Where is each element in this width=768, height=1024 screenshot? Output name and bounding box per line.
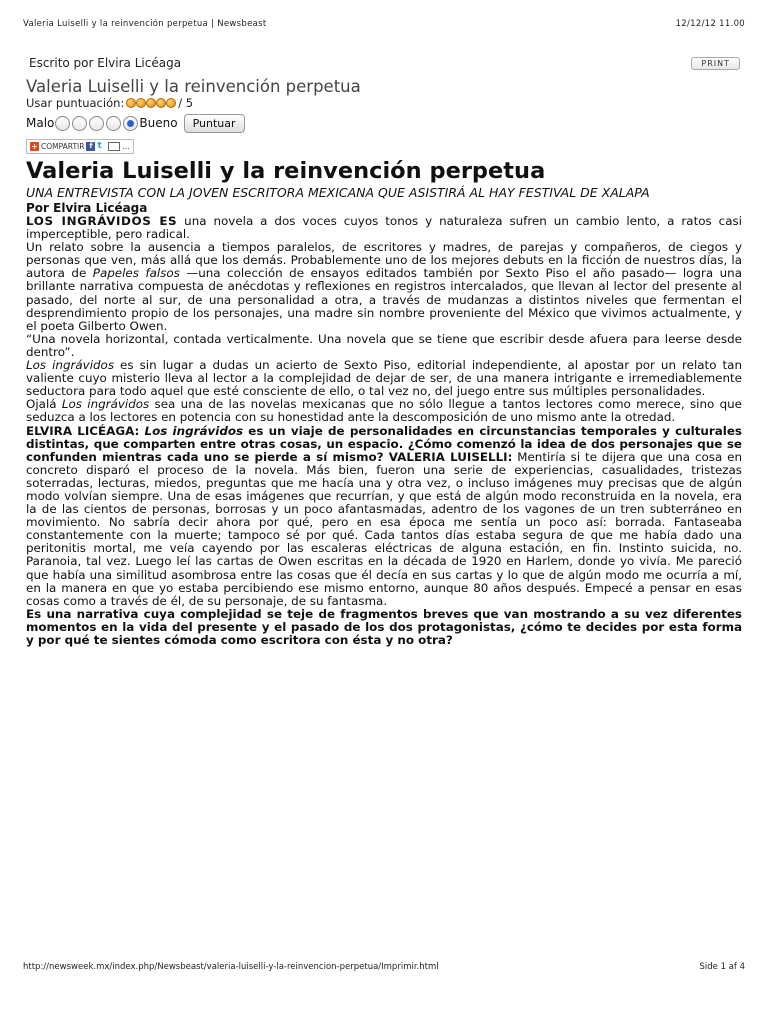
book-title: Los ingrávidos (61, 397, 150, 412)
written-by: Escrito por Elvira Licéaga (29, 56, 182, 70)
share-label: COMPARTIR (41, 142, 85, 151)
share-button[interactable] (26, 139, 134, 154)
paragraph: “Una novela horizontal, contada verticalmente. Una novela que se tiene que escribir desde afuera para leerse desde dentro”. (26, 331, 742, 359)
vote-radio-1[interactable] (55, 116, 70, 131)
vote-row (26, 112, 742, 134)
rating-label: Usar puntuación: (26, 96, 125, 110)
rating-stars (126, 98, 176, 108)
vote-button[interactable]: Puntuar (184, 114, 245, 133)
vote-good-label: Bueno (139, 116, 178, 130)
paragraph-text: —una colección de ensayos editados también por Sexto Piso el año pasado— logra una brillante narrativa compuesta de anécdotas y reflexiones en registros intercalados, que llevan al lector del presente al pasado, del norte al sur, de una personalidad a otra, a través de mudanzas a distintos niveles que fermentan el desprendimiento propio de los personajes, una madre sin nombre proveniente del México que vivimos actualmente, y el poeta Gilberto Owen. (26, 266, 742, 333)
facebook-icon[interactable]: f (86, 142, 95, 151)
star-icon (156, 98, 166, 108)
question-text: es un viaje de personalidades en circunstancias temporales y culturales distintas, que comparten entre otras cosas, un espacio. ¿Cómo comenzó la idea de dos personajes que se confunden mientras cada uno se pierde a sí mismo? VALERIA LUISELLI: (26, 423, 742, 464)
plus-icon: + (31, 142, 38, 151)
interview-exchange (26, 425, 742, 608)
book-title: Los ingrávidos (144, 423, 244, 438)
question-text: Es una narrativa cuya complejidad se teje de fragmentos breves que van mostrando a su vez diferentes momentos en la vida del presente y el pasado de los dos protagonistas, ¿cómo te decides por esta forma y por qué te sientes cómoda como escritora con ésta y no otra? (26, 606, 742, 647)
vote-radio-2[interactable] (72, 116, 87, 131)
paragraph-text: Ojalá (26, 397, 62, 412)
star-icon (166, 98, 176, 108)
vote-bad-label: Malo (26, 116, 55, 130)
paragraph-text: Un relato sobre la ausencia a tiempos paralelos, de escritores y madres, de parejas y compañeros, de ciegos y personas que ven, más allá que los demás. Probablemente uno de los mejores debuts en la ficción de nuestros días, la autora de (26, 240, 742, 281)
twitter-icon[interactable]: t (97, 141, 102, 151)
vote-radio-3[interactable] (89, 116, 104, 131)
star-icon (136, 98, 146, 108)
paragraph (26, 241, 742, 333)
lead-in: LOS INGRÁVIDOS ES (26, 214, 178, 228)
print-page-title: Valeria Luiselli y la reinvención perpetua | Newsbeast (23, 19, 267, 29)
headline: Valeria Luiselli y la reinvención perpetua (26, 158, 546, 184)
book-title: Los ingrávidos (26, 358, 115, 373)
star-icon (146, 98, 156, 108)
paragraph-text: es sin lugar a dudas un acierto de Sexto Piso, editorial independiente, al apostar por un relato tan valiente cuyo misterio lleva al lector a la complejidad de dejar de ser, de una manera intrigante e irremediablemente seductora para todo aquel que esté consciente de ello, o tal vez no, del juego entre sus múltiples personalidades. (26, 358, 742, 399)
star-icon (126, 98, 136, 108)
rating-title: Valeria Luiselli y la reinvención perpetua (26, 77, 361, 96)
article-body (26, 215, 742, 647)
paragraph-text: una novela a dos voces cuyos tonos y naturaleza sufren un cambio lento, a ratos casi imperceptible, pero radical. (26, 214, 742, 242)
answer-text: Mentiría si te dijera que una cosa en concreto disparó el proceso de la novela. Más bien, fueron una serie de experiencias, casualidades, tristezas soterradas, lecturas, miedos, preguntas que me hacía una y otra vez, o incluso imágenes muy precisas que de algún modo volvían siempre. Una de esas imágenes que recurrían, y que está de algún modo reconstruida en la novela, era la de las cientos de personas, borrosas y un poco afantasmadas, adentro de los vagones de un tren subterráneo en movimiento. No sabría decir ahora por qué, pero en esa época me sentía un poco así: borrada. Fantaseaba constantemente con la muerte; tampoco sé por qué. Cada tantos días estaba segura de que me había dado una peritonitis mortal, me veía cayendo por las escaleras eléctricas de alguna estación, en fin. Instinto suicida, no. Paranoia, tal vez. Luego leí las cartas de Owen escritas en la década de 1920 en Harlem, donde yo vivía. Me pareció que había una similitud asombrosa entre las cosas que él decía en sus cartas y lo que de algún modo me ocurría a mí, en la manera en que yo estaba percibiendo ese mismo entorno, aunque 80 años después. Empecé a pensar en esas cosas como a través de él, de su personaje, de su fantasma. (26, 449, 742, 608)
page-number: Side 1 af 4 (699, 962, 745, 972)
rating-scale: / 5 (178, 96, 194, 110)
interview-question (26, 608, 742, 647)
paragraph (26, 215, 742, 241)
paragraph-text: sea una de las novelas mexicanas que no sólo llegue a tantos lectores como merece, sino que seduzca a los lectores en potencia con su honestidad ante la descomposición de uno mismo ante la otredad. (26, 397, 742, 425)
kicker: UNA ENTREVISTA CON LA JOVEN ESCRITORA MEXICANA QUE ASISTIRÁ AL HAY FESTIVAL DE XALAPA (26, 185, 650, 200)
print-datetime: 12/12/12 11.00 (675, 19, 745, 29)
rating-summary (26, 96, 742, 110)
share-more[interactable]: ... (122, 142, 130, 151)
author: Por Elvira Licéaga (26, 201, 148, 215)
article-content (26, 53, 742, 647)
print-button[interactable]: PRINT (691, 57, 740, 70)
print-url: http://newsweek.mx/index.php/Newsbeast/valeria-luiselli-y-la-reinvencion-perpetua/Imprimir.html (23, 962, 439, 972)
interviewer-label: ELVIRA LICÉAGA: (26, 423, 145, 438)
paragraph (26, 398, 742, 424)
book-title: Papeles falsos (92, 266, 180, 281)
vote-radio-5[interactable] (123, 116, 138, 131)
vote-radio-4[interactable] (106, 116, 121, 131)
mail-icon[interactable] (108, 142, 120, 151)
paragraph (26, 359, 742, 398)
